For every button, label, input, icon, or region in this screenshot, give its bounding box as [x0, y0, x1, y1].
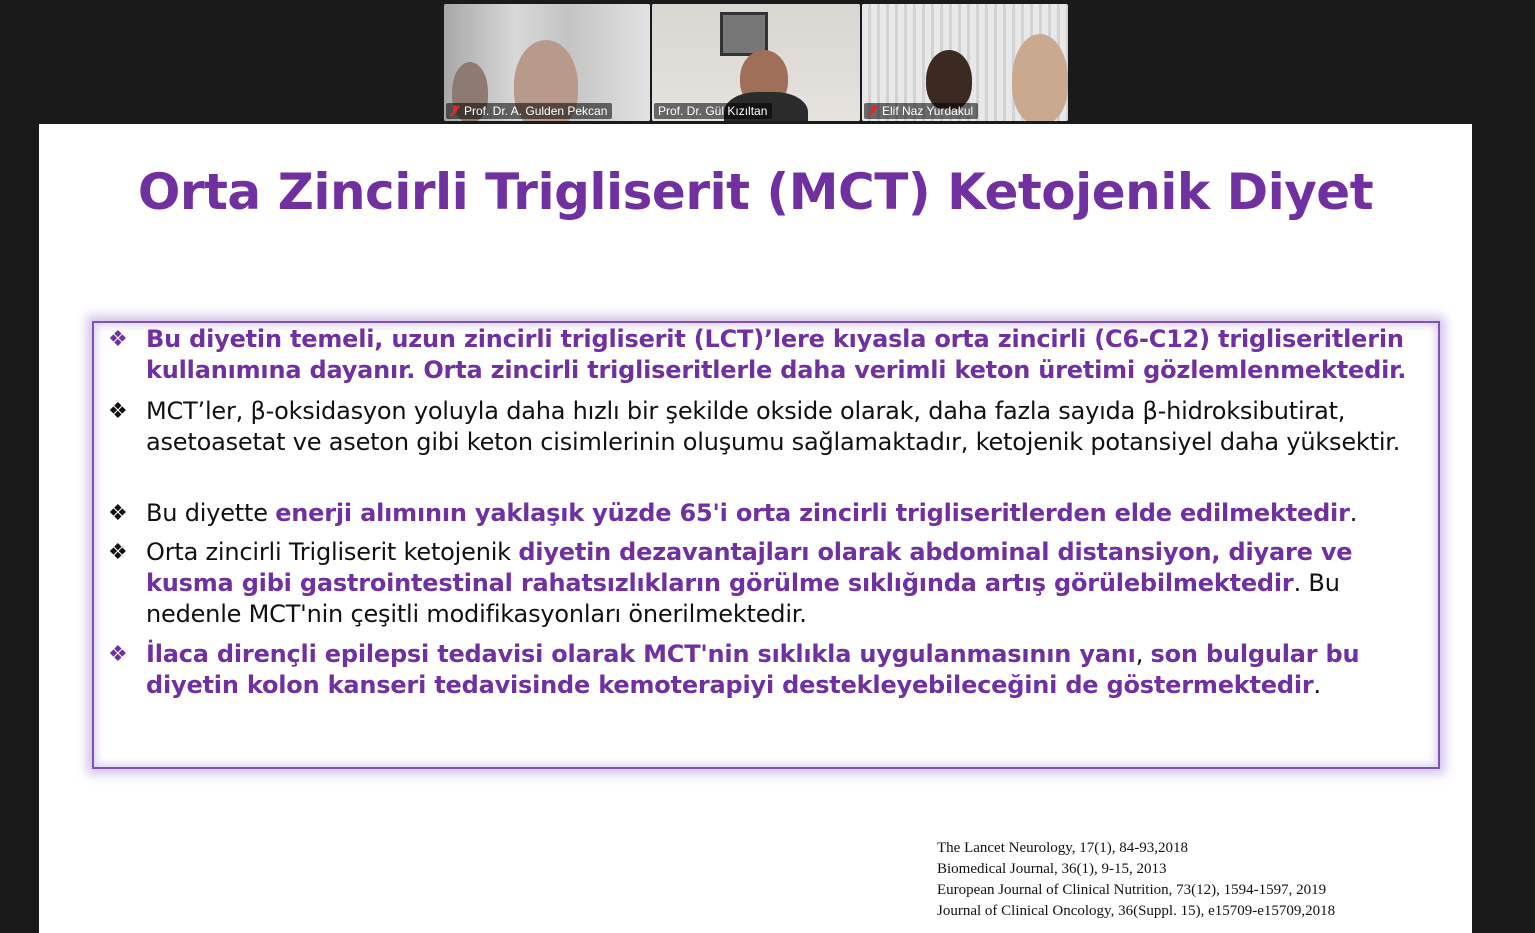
participant-tile-1[interactable]: [444, 4, 650, 121]
bullet-diamond-icon: ❖: [108, 642, 128, 667]
references: [937, 838, 1457, 922]
bullet-item: [108, 498, 1418, 529]
participant-video: [926, 50, 972, 110]
bullet-text: Bu diyette: [146, 499, 276, 527]
reference-item: Biomedical Journal, 36(1), 9-15, 2013: [937, 861, 1167, 877]
bullet-highlight: diyetin dezavantajları olarak abdominal distansiyon, diyare ve kusma gibi gastrointestinal rahatsızlıkların görülme sıklığında artış görülebilmektedir: [146, 538, 1353, 597]
participant-name-tag: [654, 103, 772, 119]
bullet-diamond-icon: ❖: [108, 540, 128, 565]
bullet-text: Orta zincirli Trigliserit ketojenik: [146, 538, 519, 566]
bullet-highlight: enerji alımının yaklaşık yüzde 65'i orta zincirli trigliseritlerden elde edilmektedir: [275, 499, 1350, 527]
bullet-diamond-icon: ❖: [108, 501, 128, 526]
participant-strip: [0, 0, 1535, 124]
bullet-item: [108, 396, 1418, 458]
participant-name-tag: [446, 103, 612, 119]
bullet-text: .: [1349, 499, 1358, 527]
participant-name: Prof. Dr. A. Gulden Pekcan: [464, 104, 608, 118]
bullet-text: Bu diyetin temeli, uzun zincirli trigliserit (LCT)’lere kıyasla orta zincirli (C6-C12) trigliseritlerin kullanımına dayanır. Orta zincirli trigliseritlerle daha verimli keton üretimi gözlemlenmektedir.: [146, 325, 1407, 384]
reference-item: Journal of Clinical Oncology, 36(Suppl. 15), e15709-e15709,2018: [937, 903, 1336, 919]
bullet-text: ,: [1135, 640, 1151, 668]
bullet-highlight: İlaca dirençli epilepsi tedavisi olarak MCT'nin sıklıkla uygulanmasının yanı: [146, 640, 1136, 668]
participant-tile-3[interactable]: [862, 4, 1068, 121]
participant-name: Prof. Dr. Gül Kızıltan: [658, 104, 768, 118]
mic-muted-icon: [450, 105, 460, 117]
bullet-text: . Bu nedenle MCT'nin çeşitli modifikasyonları önerilmektedir.: [146, 569, 1340, 628]
bullet-highlight: son bulgular bu diyetin kolon kanseri tedavisinde kemoterapiyi destekleyebileceğini de göstermektedir: [146, 640, 1360, 699]
bullet-item: [108, 324, 1418, 386]
bullet-text: MCT’ler, β-oksidasyon yoluyla daha hızlı bir şekilde okside olarak, daha fazla sayıda β-hidroksibutirat, asetoasetat ve aseton gibi keton cisimlerinin oluşumu sağlamaktadır, ketojenik potansiyel daha yüksektir.: [146, 397, 1401, 456]
participant-video: [1012, 34, 1068, 121]
participant-tile-2[interactable]: [652, 4, 860, 121]
bullet-diamond-icon: ❖: [108, 327, 128, 352]
mic-muted-icon: [868, 105, 878, 117]
participant-name-tag: [864, 103, 978, 119]
shared-slide: [39, 124, 1472, 933]
bullet-text: .: [1313, 671, 1321, 699]
bullet-item: [108, 639, 1418, 701]
participant-name: Elif Naz Yurdakul: [882, 104, 974, 118]
bullet-item: [108, 537, 1418, 630]
slide-content-box: [92, 321, 1440, 769]
bullet-diamond-icon: ❖: [108, 399, 128, 424]
reference-item: European Journal of Clinical Nutrition, 73(12), 1594-1597, 2019: [937, 882, 1327, 898]
reference-item: The Lancet Neurology, 17(1), 84-93,2018: [937, 840, 1189, 856]
slide-title: Orta Zincirli Trigliserit (MCT) Ketojenik Diyet: [137, 163, 1374, 221]
